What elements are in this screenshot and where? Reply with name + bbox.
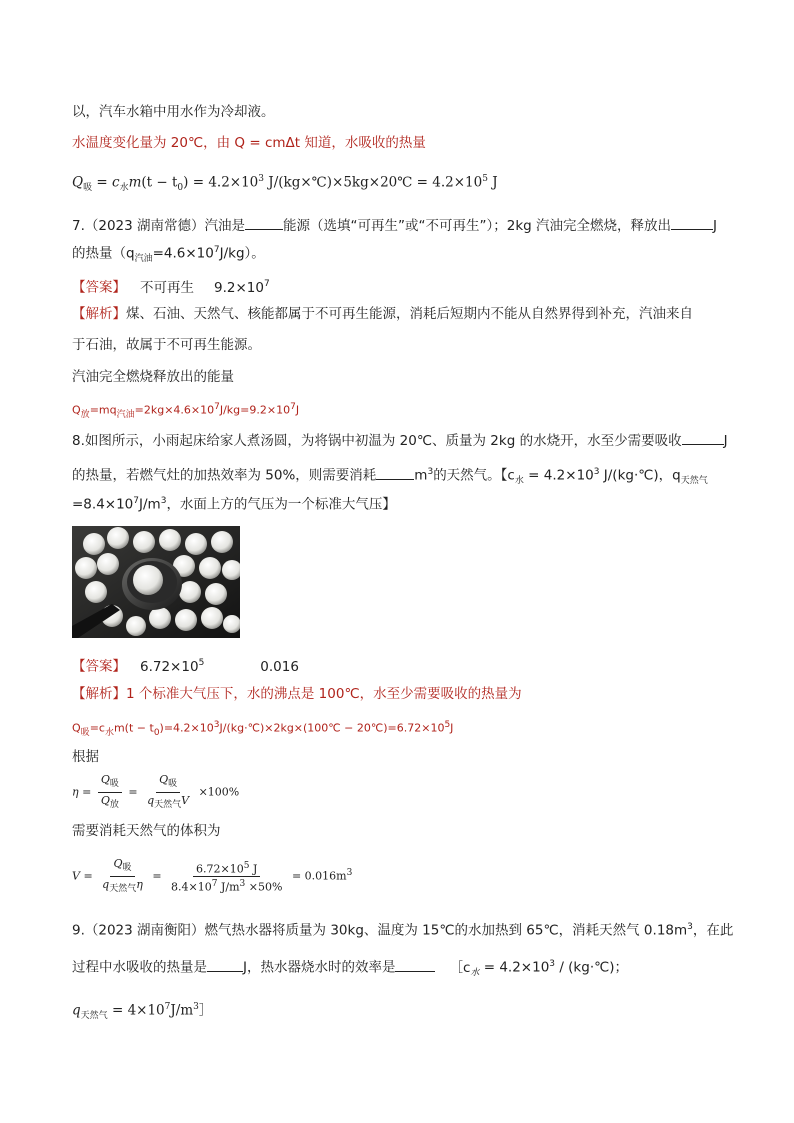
- answer-blank: [395, 957, 435, 972]
- text-line: 需要消耗天然气的体积为: [72, 823, 221, 839]
- question-9-cont: $q_{天然气}$ = $4\times 10^7J/m^3]$: [72, 1002, 213, 1022]
- question-8: 8.如图所示，小雨起床给家人煮汤圆，为将锅中初温为 20℃、质量为 2kg 的水烧开，水至少需要吸收 J: [72, 430, 728, 450]
- text-line: 汽油完全燃烧释放出的能量: [72, 369, 234, 385]
- efficiency-formula: η = $\frac{Q_吸}{Q_放}$ = $\frac{Q_吸}{q_{天然气}V}$ ×100%: [72, 773, 240, 811]
- question-7: 7.（2023 湖南常德）汽油是 能源（选填“可再生”或“不可再生”）；2kg 汽油完全燃烧，释放出 J: [72, 215, 717, 235]
- question-9-cont: 过程中水吸收的热量是 J，热水器烧水时的效率是 $[c_水 = 4.2\times 10^3$ / (kg·℃)；: [72, 955, 628, 982]
- answer-blank: [671, 215, 713, 230]
- explanation-tag: 【解析】: [72, 306, 126, 322]
- question-8-cont: $=8.4\times 10^7J/m^3$，水面上方的气压为一个标准大气压】: [72, 496, 396, 513]
- explanation-7: 【解析】煤、石油、天然气、核能都属于不可再生能源，消耗后短期内不能从自然界得到补充，汽油来自: [72, 306, 693, 322]
- answer-blank: [682, 430, 724, 445]
- answer-blank: [245, 215, 283, 230]
- question-9: 9.（2023 湖南衡阳）燃气热水器将质量为 30kg、温度为 15℃的水加热到 65℃，消耗天然气 $0.18m^3$，在此: [72, 922, 734, 939]
- explanation-tag: 【解析】: [72, 686, 126, 702]
- text-line: 于石油，故属于不可再生能源。: [72, 337, 261, 353]
- answer-blank: [376, 465, 414, 480]
- question-8-cont: 的热量，若燃气灶的加热效率为 50%，则需要消耗 $m^3$的天然气。【$c_水 = 4.2\times 10^3$ J/(kg·℃)，$q_{天然气}$: [72, 463, 708, 490]
- answer-7: 【答案】 不可再生 $9.2\times 10^7$: [72, 279, 270, 296]
- tangyuan-photo: [72, 526, 240, 638]
- answer-8: 【答案】 $6.72\times 10^5$ 0.016: [72, 658, 299, 675]
- text-line: 根据: [72, 749, 99, 765]
- formula-line: $Q_放=mq_{汽油}=2kg\times 4.6\times 10^7J/kg=9.2\times 10^7J$: [72, 402, 300, 420]
- heat-formula: $Q_吸 = c_水m(t - t_0) = 4.2\times 10^3$ J/(kg×℃)×5kg×20℃ = $4.2\times 10^5$ J: [72, 174, 498, 194]
- explanation-8: 【解析】1 个标准大气压下，水的沸点是 100℃，水至少需要吸收的热量为: [72, 686, 522, 702]
- answer-tag: 【答案】: [72, 658, 126, 675]
- text-line: 水温度变化量为 20℃，由 Q = cmΔt 知道，水吸收的热量: [72, 135, 426, 151]
- question-7-cont: 的热量$(q_{汽油}=4.6\times 10^7J/kg)$。: [72, 245, 265, 265]
- text-line: 以，汽车水箱中用水作为冷却液。: [72, 104, 275, 120]
- volume-formula: V = $\frac{Q_吸}{q_{天然气}\eta}$ = $\frac{6.72\times 10^5 J}{8.4\times 10^7 J/m^3 \times 50\%}$ = $0.016m^3$: [72, 857, 353, 895]
- answer-blank: [207, 957, 243, 972]
- answer-tag: 【答案】: [72, 279, 126, 296]
- formula-line: $Q_吸=c_水m(t$ − $t_0)=4.2\times 10^3J/(kg\cdot℃)\times 2kg\times(100℃$ − $20℃)=6.72\times 10^5J$: [72, 720, 454, 738]
